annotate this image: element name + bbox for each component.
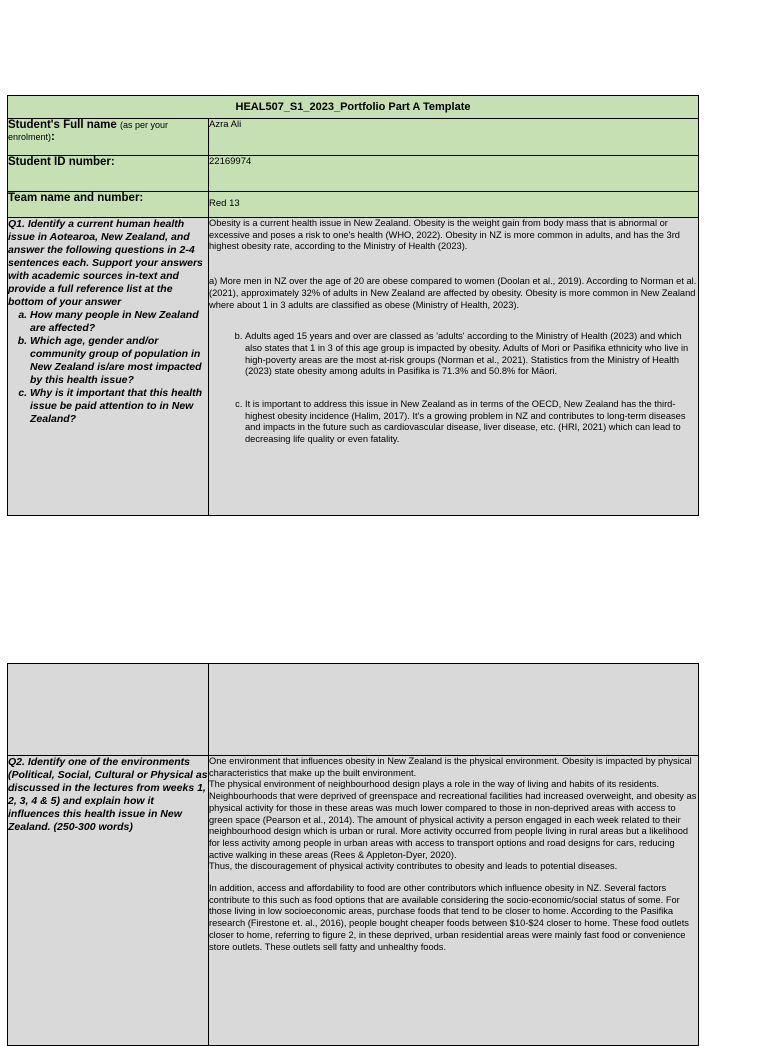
portfolio-table-q2	[7, 663, 699, 1046]
q2-paragraph-3: Neighbourhoods that were deprived of greenspace and recreational facilities had increased overweight, and obesity as physical activity for those in these areas was much lower compared to those in non-deprived areas with access to green space (Pearson et al., 2014). The amount of physical activity a person engaged in each week related to their neighbourhood design which is urban or rural. More activity occurred from people living in rural areas but a likelihood for less activity among people in urban areas with access to transport options and road designs for cars, reducing active walking in these areas (Rees & Appleton-Dyer, 2020).	[209, 791, 697, 860]
q1-row	[8, 218, 699, 516]
q1-sub-c: c. Why is it important that this health issue be paid attention to in New Zealand?	[30, 387, 208, 426]
q1-question	[8, 218, 209, 516]
q1-answer-list-b	[209, 331, 698, 378]
q2-answer[interactable]	[209, 756, 699, 1046]
team-row	[8, 192, 699, 218]
q2-row	[8, 756, 699, 1046]
q2-paragraph-1: One environment that influences obesity in New Zealand is the physical environment. Obesity is impacted by physical characteristics that make up the built environment.	[209, 756, 692, 778]
empty-cell-left	[8, 664, 209, 756]
student-id-value[interactable]: 22169974	[209, 156, 699, 192]
q1-prompt: Q1. Identify a current human health issue in Aotearoa, New Zealand, and answer the following questions in 2-4 sentences each. Support your answers with academic sources in-text and provide a full reference list at the bottom of your answer	[8, 218, 203, 308]
q1-sub-b: b. Which age, gender and/or community group of population in New Zealand is/are most impacted by this health issue?	[30, 335, 208, 387]
template-title: HEAL507_S1_2023_Portfolio Part A Template	[8, 96, 699, 119]
title-row	[8, 96, 699, 119]
student-name-note: (as per your enrolment)	[8, 120, 169, 142]
q1-answer-a: a) More men in NZ over the age of 20 are obese compared to women (Doolan et al., 2019). According to Norman et al. (2021), approximately 32% of adults in New Zealand are affected by obesity. Obesity is more common in New Zealand where about 1 in 3 adults are classified as obese (Ministry of Health, 2023).	[209, 276, 697, 310]
empty-row	[8, 664, 699, 756]
q2-paragraph-2: The physical environment of neighbourhood design plays a role in the way of living and habits of its residents.	[209, 779, 660, 790]
empty-cell-right[interactable]	[209, 664, 699, 756]
q1-answer[interactable]	[209, 218, 699, 516]
q1-subquestions	[8, 309, 208, 426]
q2-paragraph-4: Thus, the discouragement of physical activity contributes to obesity and leads to potential diseases.	[209, 861, 618, 872]
student-id-label: Student ID number:	[8, 156, 209, 192]
student-id-row	[8, 156, 699, 192]
q1-sub-a: a. How many people in New Zealand are affected?	[30, 309, 208, 335]
q2-paragraph-5: In addition, access and affordability to food are other contributors which influence obesity in NZ. Several factors contribute to this such as food options that are available considering the socio-economic/social status of some. For those living in low socioeconomic areas, purchase foods that tend to be closer to home. According to the Pasifika research (Firestone et. al., 2016), people bought cheaper foods between $10-$24 closer to home. These food outlets closer to home, referring to figure 2, in these deprived, urban residential areas were mainly fast food or convenience store outlets. These outlets sell fatty and unhealthy foods.	[209, 883, 689, 952]
q1-answer-list-c	[209, 399, 698, 446]
student-name-row	[8, 119, 699, 156]
team-label: Team name and number:	[8, 192, 209, 218]
team-value[interactable]: Red 13	[209, 192, 699, 218]
q2-question: Q2. Identify one of the environments (Political, Social, Cultural or Physical as discussed in the lectures from weeks 1, 2, 3, 4 & 5) and explain how it influences this health issue in New Zealand. (250-300 words)	[8, 756, 209, 1046]
student-name-label: Student's Full name (as per your enrolment):	[8, 119, 209, 156]
q1-intro: Obesity is a current health issue in New Zealand. Obesity is the weight gain from body mass that is abnormal or excessive and poses a risk to one's health (WHO, 2022). Obesity in NZ is more common in adults, and has the 3rd highest obesity rate, according to the Ministry of Health (2023).	[209, 218, 680, 252]
q1-answer-c: c. It is important to address this issue in New Zealand as in terms of the OECD, New Zealand has the third-highest obesity incidence (Halim, 2017). It's a growing problem in NZ and contributes to long-term diseases and impacts in the future such as cardiovascular disease, liver disease, etc. (HRI, 2021) which can lead to decreasing life quality or even fatality.	[245, 399, 698, 446]
portfolio-table-part-a	[7, 95, 699, 516]
q1-answer-b: b. Adults aged 15 years and over are classed as 'adults' according to the Ministry of Health (2023) and which also states that 1 in 3 of this age group is impacted by obesity. Adults of Mori or Pasifika ethnicity who live in high-poverty areas are the most at-risk groups (Norman et al., 2021). Statistics from the Ministry of Health (2023) state obesity among adults in Pasifika is 71.3% and 50.8% for Māori.	[245, 331, 698, 378]
student-name-value[interactable]: Azra Ali	[209, 119, 699, 156]
